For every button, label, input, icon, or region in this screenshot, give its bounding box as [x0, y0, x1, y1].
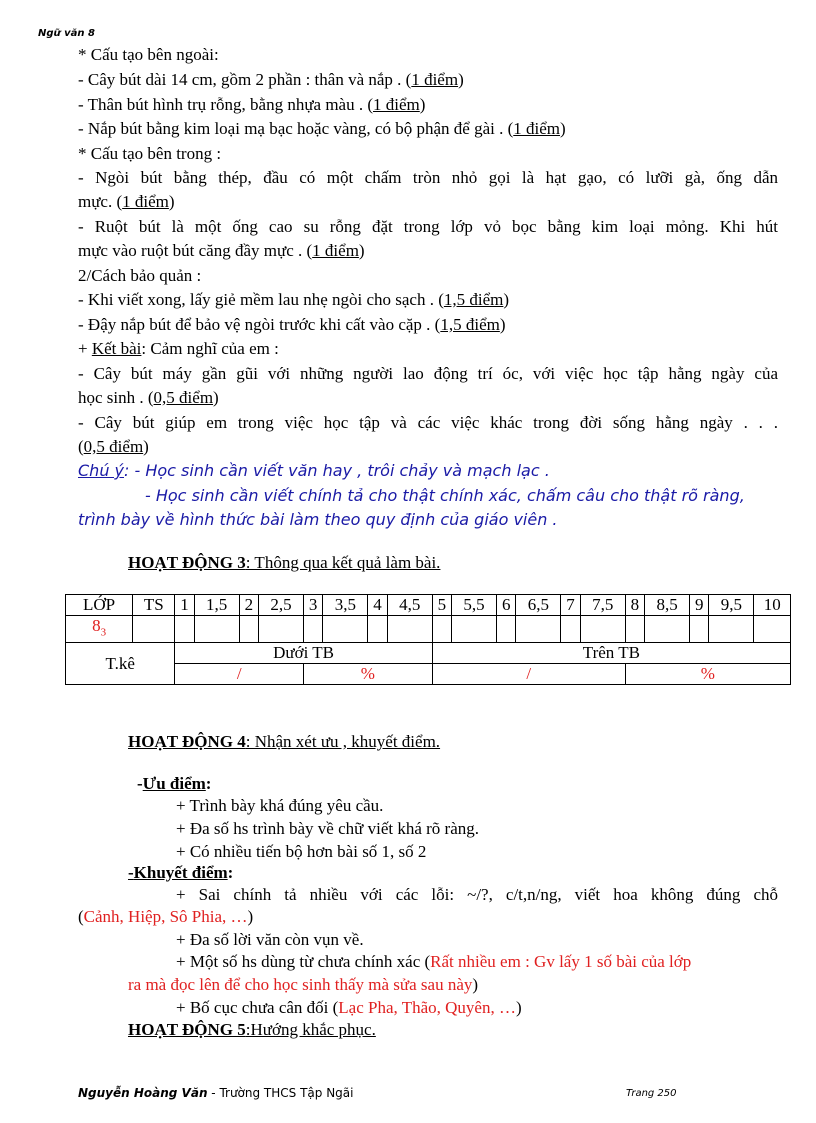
table-cell	[432, 616, 451, 643]
page-number: Trang 250	[626, 1088, 677, 1099]
text-line: - Ngòi bút bằng thép, đầu có một chấm tròn nhỏ gọi là hạt gạo, có lưỡi gà, ống dẫn	[78, 168, 778, 187]
list-item: + Đa số hs trình bày về chữ viết khá rõ ràng.	[176, 819, 480, 838]
table-row	[66, 643, 791, 664]
table-cell	[368, 616, 387, 643]
strengths-heading: -Ưu điểm:	[137, 774, 212, 793]
list-item: + Bố cục chưa cân đối (Lạc Pha, Thão, Quyên, …)	[176, 998, 522, 1017]
table-header-cell: 4	[368, 595, 387, 616]
table-cell	[690, 616, 709, 643]
text-line: 2/Cách bảo quản :	[78, 266, 202, 285]
table-cell	[561, 616, 580, 643]
text-line: - Cây bút máy gần gũi với những người lao động trí óc, với việc học tập hằng ngày của	[78, 364, 778, 383]
table-header-cell: 4,5	[387, 595, 432, 616]
activity-4-heading: HOẠT ĐỘNG 4: Nhận xét ưu , khuyết điểm.	[128, 732, 441, 751]
table-header-cell: 7	[561, 595, 580, 616]
table-cell	[304, 616, 323, 643]
below-average-header: Dưới TB	[175, 643, 432, 664]
above-percent: %	[625, 664, 790, 685]
table-row	[66, 616, 791, 643]
score: 0,5 điểm	[153, 388, 214, 407]
table-header-cell: 1	[175, 595, 194, 616]
school: - Trường THCS Tập Ngãi	[207, 1086, 354, 1100]
note-line: - Học sinh cần viết chính tả cho thật chính xác, chấm câu cho thật rõ ràng,	[145, 486, 745, 505]
table-cell	[194, 616, 239, 643]
table-cell	[451, 616, 496, 643]
text-line: - Cây bút dài 14 cm, gồm 2 phần : thân và nắp . (1 điểm)	[78, 70, 464, 89]
list-item: (Cảnh, Hiệp, Sô Phia, …)	[78, 907, 254, 926]
list-item: + Sai chính tả nhiều với các lỗi: ~/?, c/t,n/ng, viết hoa không đúng chỗ	[176, 885, 778, 904]
table-row	[66, 664, 791, 685]
text-line: học sinh . (0,5 điểm)	[78, 388, 219, 407]
score: 1,5 điểm	[440, 315, 500, 334]
text-line: - Cây bút giúp em trong việc học tập và các việc khác trong đời sống hằng ngày . . .	[78, 413, 778, 432]
text-line: mực. (1 điểm)	[78, 192, 175, 211]
table-cell	[580, 616, 625, 643]
table-cell	[645, 616, 690, 643]
table-header-cell: 2	[239, 595, 258, 616]
text-line: + Kết bài: Cảm nghĩ của em :	[78, 339, 279, 358]
score: 1 điểm	[513, 119, 561, 138]
table-header-cell: 5,5	[451, 595, 496, 616]
text-line: * Cấu tạo bên trong :	[78, 144, 222, 163]
score: 1 điểm	[312, 241, 359, 260]
text-line: (0,5 điểm)	[78, 437, 149, 456]
text-line: - Nắp bút bằng kim loại mạ bạc hoặc vàng, có bộ phận để gài . (1 điểm)	[78, 119, 566, 138]
table-header-cell: 6	[497, 595, 516, 616]
table-header-cell: 5	[432, 595, 451, 616]
results-table	[65, 594, 791, 685]
table-header-cell: 8	[625, 595, 644, 616]
table-cell	[516, 616, 561, 643]
table-cell	[175, 616, 194, 643]
table-header-cell: 6,5	[516, 595, 561, 616]
table-cell	[754, 616, 791, 643]
score: 1 điểm	[411, 70, 459, 89]
text-line: - Thân bút hình trụ rỗng, bằng nhựa màu . (1 điểm)	[78, 95, 426, 114]
text-line: - Đậy nắp bút để bảo vệ ngòi trước khi cất vào cặp . (1,5 điểm)	[78, 315, 506, 334]
table-header-cell: 9,5	[709, 595, 754, 616]
list-item: + Có nhiều tiến bộ hơn bài số 1, số 2	[176, 842, 427, 861]
class-name: $8_3$	[66, 616, 133, 643]
activity-5-heading: HOẠT ĐỘNG 5:Hướng khắc phục.	[128, 1020, 376, 1039]
score: 1 điểm	[373, 95, 420, 114]
note-line: trình bày về hình thức bài làm theo quy định của giáo viên .	[78, 510, 558, 529]
note-label: Chú ý	[78, 461, 125, 480]
table-header-cell: 7,5	[580, 595, 625, 616]
list-item: + Một số hs dùng từ chưa chính xác (Rất nhiều em : Gv lấy 1 số bài của lớp	[176, 952, 692, 971]
below-count: /	[175, 664, 304, 685]
weaknesses-heading: -Khuyết điểm:	[128, 863, 234, 882]
activity-3-heading: HOẠT ĐỘNG 3: Thông qua kết quả làm bài.	[128, 553, 441, 572]
note-line: Chú ý: - Học sinh cần viết văn hay , trôi chảy và mạch lạc .	[78, 461, 550, 480]
table-cell	[387, 616, 432, 643]
text-line: mực vào ruột bút căng đầy mực . (1 điểm)	[78, 241, 365, 260]
table-header-row	[66, 595, 791, 616]
table-cell	[625, 616, 644, 643]
table-header-cell: LỚP	[66, 595, 133, 616]
table-cell	[239, 616, 258, 643]
above-average-header: Trên TB	[432, 643, 790, 664]
table-header-cell: 8,5	[645, 595, 690, 616]
above-count: /	[432, 664, 625, 685]
table-cell	[497, 616, 516, 643]
list-item: + Đa số lời văn còn vụn về.	[176, 930, 364, 949]
table-cell	[323, 616, 368, 643]
table-header-cell: TS	[133, 595, 175, 616]
page-header: Ngữ văn 8	[38, 28, 95, 39]
table-header-cell: 2,5	[258, 595, 303, 616]
table-header-cell: 9	[690, 595, 709, 616]
author: Nguyễn Hoàng Văn	[78, 1086, 208, 1100]
table-cell	[258, 616, 303, 643]
below-percent: %	[304, 664, 433, 685]
text-line: * Cấu tạo bên ngoài:	[78, 45, 219, 64]
stat-label: T.kê	[66, 643, 175, 685]
list-item: ra mà đọc lên để cho học sinh thấy mà sửa sau này)	[128, 975, 479, 994]
text-line: - Ruột bút là một ống cao su rỗng đặt trong lớp vỏ bọc bằng kim loại mỏng. Khi hút	[78, 217, 778, 236]
score: 1,5 điểm	[443, 290, 504, 309]
list-item: + Trình bày khá đúng yêu cầu.	[176, 796, 384, 815]
score: 1 điểm	[122, 192, 169, 211]
table-header-cell: 10	[754, 595, 791, 616]
table-cell	[709, 616, 754, 643]
table-header-cell: 1,5	[194, 595, 239, 616]
score: 0,5 điểm	[83, 437, 144, 456]
page-footer	[78, 1086, 354, 1100]
table-header-cell: 3,5	[323, 595, 368, 616]
text-line: - Khi viết xong, lấy giẻ mềm lau nhẹ ngòi cho sạch . (1,5 điểm)	[78, 290, 510, 309]
table-header-cell: 3	[304, 595, 323, 616]
table-cell	[133, 616, 175, 643]
